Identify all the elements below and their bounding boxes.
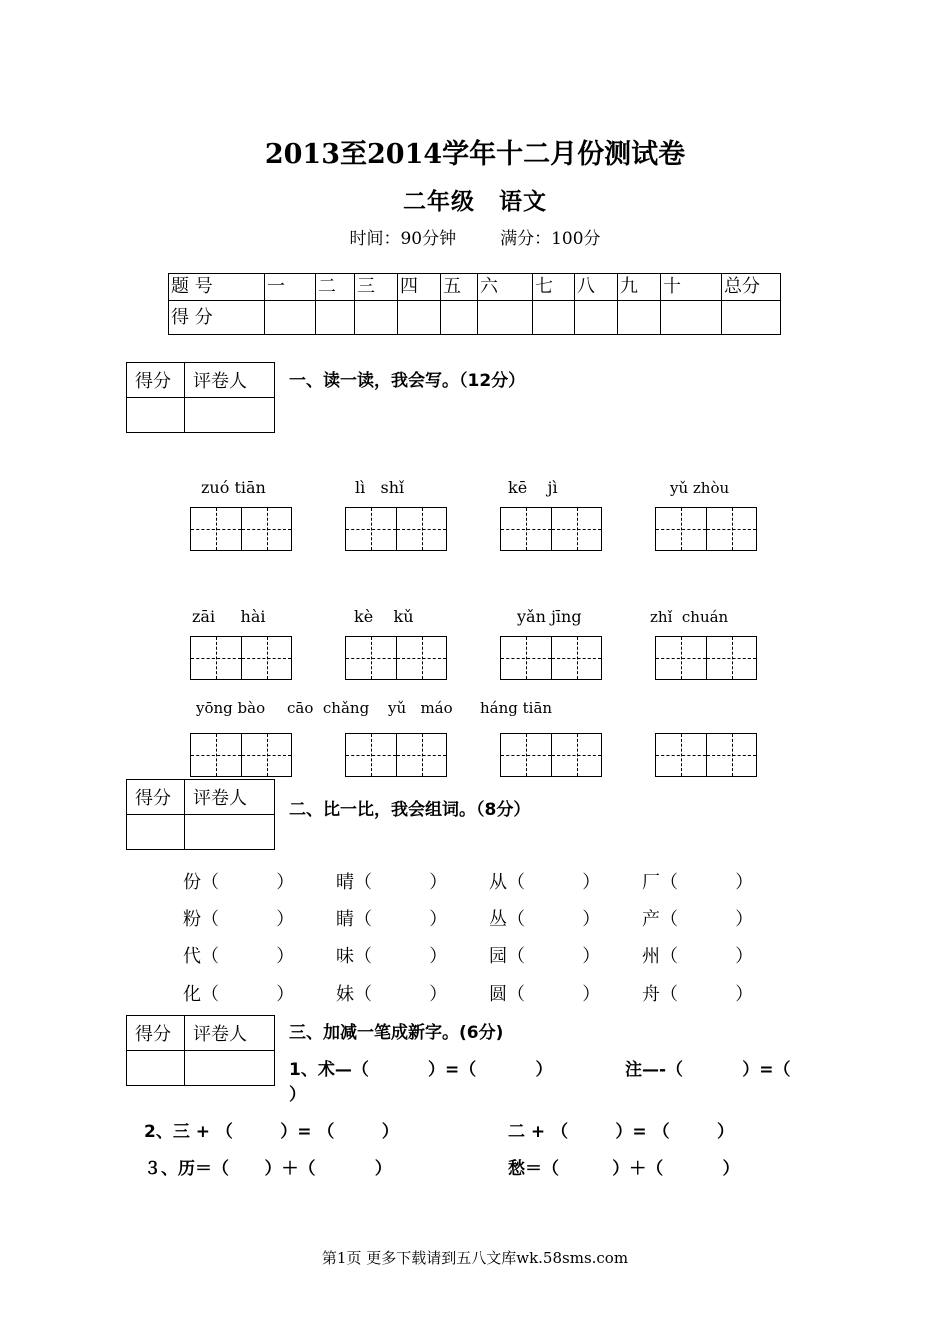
grader-score-label: 得分 xyxy=(127,780,185,815)
word-item[interactable]: 园（ ） xyxy=(489,946,601,967)
question-3a[interactable]: ３、历＝（ ）＋（ ） xyxy=(144,1159,392,1179)
word-item[interactable]: 丛（ ） xyxy=(489,909,601,930)
exam-full-score: 满分：100分 xyxy=(500,229,601,249)
score-table xyxy=(168,273,781,335)
score-cell[interactable] xyxy=(533,301,575,335)
section1-title: 一、读一读，我会写。（12分） xyxy=(289,371,526,391)
section2-title: 二、比一比，我会组词。（8分） xyxy=(289,800,531,820)
question-2b[interactable]: 二 + （ ）= （ ） xyxy=(508,1122,734,1142)
pinyin-label: zāi hài xyxy=(192,607,266,626)
score-header-cell: 十 xyxy=(661,274,722,301)
grader-reviewer-cell[interactable] xyxy=(185,1051,275,1086)
grader-reviewer-label: 评卷人 xyxy=(185,780,275,815)
tian-grid[interactable] xyxy=(655,636,757,680)
section3-title: 三、加减一笔成新字。(6分) xyxy=(289,1023,504,1043)
word-item[interactable]: 圆（ ） xyxy=(489,984,601,1005)
score-header-cell: 五 xyxy=(441,274,478,301)
score-header-cell: 九 xyxy=(618,274,661,301)
score-cell[interactable] xyxy=(478,301,533,335)
pinyin-label: yǎn jīng xyxy=(517,607,582,626)
word-item[interactable]: 份（ ） xyxy=(183,872,295,893)
score-header-cell: 二 xyxy=(316,274,355,301)
pinyin-label: háng tiān xyxy=(480,699,553,717)
question-1c: ） xyxy=(289,1085,306,1105)
tian-grid[interactable] xyxy=(655,733,757,777)
score-cell[interactable] xyxy=(355,301,398,335)
pinyin-label: yǔ máo xyxy=(388,699,453,717)
tian-grid[interactable] xyxy=(500,636,602,680)
pinyin-label: zuó tiān xyxy=(201,478,266,497)
tian-grid[interactable] xyxy=(500,733,602,777)
word-item[interactable]: 睛（ ） xyxy=(336,909,448,930)
grader-score-label: 得分 xyxy=(127,1016,185,1051)
score-header-cell: 一 xyxy=(265,274,316,301)
grader-reviewer-cell[interactable] xyxy=(185,815,275,850)
score-table-score-row xyxy=(169,301,781,335)
tian-grid[interactable] xyxy=(345,733,447,777)
score-cell[interactable] xyxy=(618,301,661,335)
exam-time: 时间：90分钟 xyxy=(349,229,457,249)
score-cell[interactable] xyxy=(265,301,316,335)
pinyin-label: lì shǐ xyxy=(355,478,405,497)
word-item[interactable]: 味（ ） xyxy=(336,946,448,967)
score-cell[interactable] xyxy=(316,301,355,335)
tian-grid[interactable] xyxy=(655,507,757,551)
score-cell[interactable] xyxy=(398,301,441,335)
question-1b[interactable]: 注—-（ ）=（ xyxy=(625,1060,791,1080)
score-row-label: 得 分 xyxy=(169,301,265,335)
pinyin-label: zhǐ chuán xyxy=(650,608,729,626)
tian-grid[interactable] xyxy=(500,507,602,551)
word-item[interactable]: 产（ ） xyxy=(642,909,754,930)
page-subtitle: 二年级 语文 xyxy=(403,188,547,215)
score-cell[interactable] xyxy=(722,301,781,335)
page-title: 2013至2014学年十二月份测试卷 xyxy=(264,139,686,170)
tian-grid[interactable] xyxy=(345,507,447,551)
pinyin-label: yǔ zhòu xyxy=(670,479,730,497)
tian-grid[interactable] xyxy=(190,507,292,551)
question-1a[interactable]: 1、术—（ ）=（ ） xyxy=(289,1060,553,1080)
tian-grid[interactable] xyxy=(345,636,447,680)
pinyin-label: kè kǔ xyxy=(354,607,414,626)
score-cell[interactable] xyxy=(661,301,722,335)
score-header-cell: 三 xyxy=(355,274,398,301)
word-item[interactable]: 州（ ） xyxy=(642,946,754,967)
tian-grid[interactable] xyxy=(190,733,292,777)
tian-grid[interactable] xyxy=(190,636,292,680)
grader-score-cell[interactable] xyxy=(127,1051,185,1086)
grader-reviewer-label: 评卷人 xyxy=(185,1016,275,1051)
word-item[interactable]: 晴（ ） xyxy=(336,872,448,893)
score-header-cell: 六 xyxy=(478,274,533,301)
score-header-cell: 七 xyxy=(533,274,575,301)
grader-box xyxy=(126,779,275,850)
page-footer: 第1页 更多下载请到五八文库wk.58sms.com xyxy=(321,1249,629,1267)
word-item[interactable]: 从（ ） xyxy=(489,872,601,893)
grader-reviewer-label: 评卷人 xyxy=(185,363,275,398)
grader-score-cell[interactable] xyxy=(127,398,185,433)
word-item[interactable]: 妹（ ） xyxy=(336,984,448,1005)
score-cell[interactable] xyxy=(441,301,478,335)
score-header-cell: 题 号 xyxy=(169,274,265,301)
score-header-cell: 四 xyxy=(398,274,441,301)
grader-score-label: 得分 xyxy=(127,363,185,398)
grader-reviewer-cell[interactable] xyxy=(185,398,275,433)
word-item[interactable]: 厂（ ） xyxy=(642,872,754,893)
word-item[interactable]: 粉（ ） xyxy=(183,909,295,930)
score-table-header-row xyxy=(169,274,781,301)
word-item[interactable]: 代（ ） xyxy=(183,946,295,967)
grader-box xyxy=(126,362,275,433)
pinyin-label: yōng bào xyxy=(196,699,266,717)
grader-score-cell[interactable] xyxy=(127,815,185,850)
exam-info xyxy=(0,224,950,249)
question-2a[interactable]: 2、三 + （ ）= （ ） xyxy=(144,1122,399,1142)
grader-box xyxy=(126,1015,275,1086)
word-item[interactable]: 化（ ） xyxy=(183,984,295,1005)
score-header-cell: 八 xyxy=(575,274,618,301)
word-item[interactable]: 舟（ ） xyxy=(642,984,754,1005)
score-cell[interactable] xyxy=(575,301,618,335)
score-header-cell: 总分 xyxy=(722,274,781,301)
pinyin-label: cāo chǎng xyxy=(287,699,370,717)
question-3b[interactable]: 愁＝（ ）＋（ ） xyxy=(508,1159,740,1179)
pinyin-label: kē jì xyxy=(508,478,558,497)
